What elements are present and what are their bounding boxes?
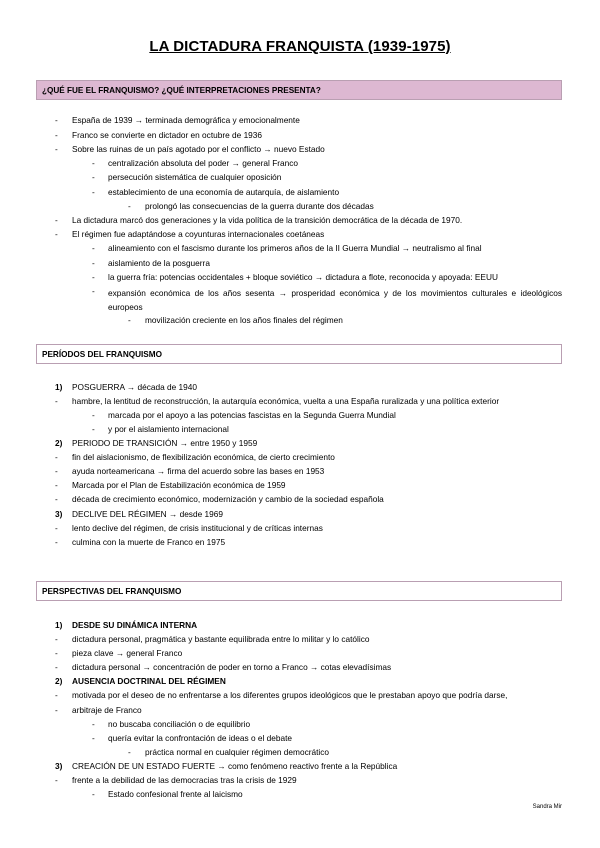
list-item: culmina con la muerte de Franco en 1975 (72, 537, 226, 547)
list-item: lento declive del régimen, de crisis institucional y de críticas internas (72, 523, 323, 533)
page-title: LA DICTADURA FRANQUISTA (1939-1975) (149, 38, 451, 55)
dash-bullet: - (92, 719, 95, 729)
list-item: AUSENCIA DOCTRINAL DEL RÉGIMEN (72, 676, 226, 686)
list-item: El régimen fue adaptándose a coyunturas internacionales coetáneas (72, 229, 325, 239)
list-item: Sobre las ruinas de un país agotado por el conflicto → nuevo Estado (72, 144, 325, 154)
list-number: 3) (55, 509, 63, 519)
dash-bullet: - (55, 115, 58, 125)
list-item: dictadura personal, pragmática y bastante equilibrada entre lo militar y lo católico (72, 634, 370, 644)
list-item: dictadura personal → concentración de poder en torno a Franco → cotas elevadísimas (72, 662, 392, 672)
list-item: frente a la debilidad de las democracias tras la crisis de 1929 (72, 775, 297, 785)
section-title: PERSPECTIVAS DEL FRANQUISMO (42, 586, 182, 596)
author-footer: Sandra Mir (532, 804, 562, 810)
list-item: PERIODO DE TRANSICIÓN → entre 1950 y 1959 (72, 438, 258, 448)
dash-bullet: - (128, 315, 131, 325)
dash-bullet: - (92, 424, 95, 434)
list-item: centralización absoluta del poder → general Franco (108, 158, 299, 168)
dash-bullet: - (128, 747, 131, 757)
list-item: arbitraje de Franco (72, 705, 142, 715)
list-item: prolongó las consecuencias de la guerra durante dos décadas (145, 201, 374, 211)
section-header-que-fue (36, 80, 562, 100)
dash-bullet: - (92, 158, 95, 168)
section-title: PERÍODOS DEL FRANQUISMO (42, 349, 162, 359)
list-item: ayuda norteamericana → firma del acuerdo sobre las bases en 1953 (72, 466, 325, 476)
dash-bullet: - (92, 243, 95, 253)
list-number: 1) (55, 382, 63, 392)
dash-bullet: - (55, 144, 58, 154)
list-item: hambre, la lentitud de reconstrucción, la autarquía económica, vuelta a una España ruralizada y una política exterior (72, 396, 500, 406)
list-item: alineamiento con el fascismo durante los primeros años de la II Guerra Mundial → neutralismo al final (108, 243, 482, 253)
section-header-perspectivas (36, 581, 562, 601)
dash-bullet: - (55, 634, 58, 644)
list-item: persecución sistemática de cualquier oposición (108, 172, 282, 182)
dash-bullet: - (92, 733, 95, 743)
list-item: práctica normal en cualquier régimen democrático (145, 747, 330, 757)
list-item: Estado confesional frente al laicismo (108, 789, 243, 799)
dash-bullet: - (92, 272, 95, 282)
dash-bullet: - (92, 286, 95, 296)
dash-bullet: - (55, 523, 58, 533)
section-title: ¿QUÉ FUE EL FRANQUISMO? ¿QUÉ INTERPRETACIONES PRESENTA? (42, 85, 321, 95)
list-item: aislamiento de la posguerra (108, 258, 210, 268)
dash-bullet: - (92, 410, 95, 420)
list-item: década de crecimiento económico, modernización y cambio de la sociedad española (72, 494, 384, 504)
list-number: 2) (55, 438, 63, 448)
dash-bullet: - (55, 775, 58, 785)
list-item: Franco se convierte en dictador en octubre de 1936 (72, 130, 263, 140)
list-item: marcada por el apoyo a las potencias fascistas en la Segunda Guerra Mundial (108, 410, 396, 420)
dash-bullet: - (55, 705, 58, 715)
list-item: España de 1939 → terminada demográfica y emocionalmente (72, 115, 300, 125)
list-item: Marcada por el Plan de Estabilización económica de 1959 (72, 480, 286, 490)
list-item: quería evitar la confrontación de ideas o el debate (108, 733, 293, 743)
list-item: expansión económica de los años sesenta → prosperidad económica y de los movimientos culturales e ideológicos europeos (108, 288, 562, 312)
list-item: motivada por el deseo de no enfrentarse a los diferentes grupos ideológicos que le prestaban apoyo que podría darse, (72, 690, 508, 700)
dash-bullet: - (92, 789, 95, 799)
dash-bullet: - (92, 172, 95, 182)
dash-bullet: - (55, 662, 58, 672)
dash-bullet: - (55, 215, 58, 225)
list-item: y por el aislamiento internacional (108, 424, 229, 434)
dash-bullet: - (55, 396, 58, 406)
list-item: movilización creciente en los años finales del régimen (145, 315, 343, 325)
list-item: DESDE SU DINÁMICA INTERNA (72, 620, 198, 630)
dash-bullet: - (55, 452, 58, 462)
list-item: fin del aislacionismo, de flexibilización económica, de cierto crecimiento (72, 452, 335, 462)
list-item: no buscaba conciliación o de equilibrio (108, 719, 251, 729)
list-item: CREACIÓN DE UN ESTADO FUERTE → como fenómeno reactivo frente a la República (72, 761, 398, 771)
list-number: 2) (55, 676, 63, 686)
dash-bullet: - (55, 466, 58, 476)
list-item: pieza clave → general Franco (72, 648, 183, 658)
list-number: 1) (55, 620, 63, 630)
dash-bullet: - (55, 648, 58, 658)
dash-bullet: - (128, 201, 131, 211)
dash-bullet: - (92, 187, 95, 197)
dash-bullet: - (92, 258, 95, 268)
list-item: la guerra fría: potencias occidentales + bloque soviético → dictadura a flote, reconocida y apoyada: EEUU (108, 272, 498, 282)
list-item: La dictadura marcó dos generaciones y la vida política de la transición democrática de la década de 1970. (72, 215, 463, 225)
list-item: establecimiento de una economía de autarquía, de aislamiento (108, 187, 340, 197)
list-item: DECLIVE DEL RÉGIMEN → desde 1969 (72, 509, 223, 519)
dash-bullet: - (55, 537, 58, 547)
dash-bullet: - (55, 494, 58, 504)
dash-bullet: - (55, 480, 58, 490)
list-item: POSGUERRA → década de 1940 (72, 382, 197, 392)
list-number: 3) (55, 761, 63, 771)
dash-bullet: - (55, 229, 58, 239)
section-header-periodos (36, 344, 562, 364)
dash-bullet: - (55, 690, 58, 700)
dash-bullet: - (55, 130, 58, 140)
